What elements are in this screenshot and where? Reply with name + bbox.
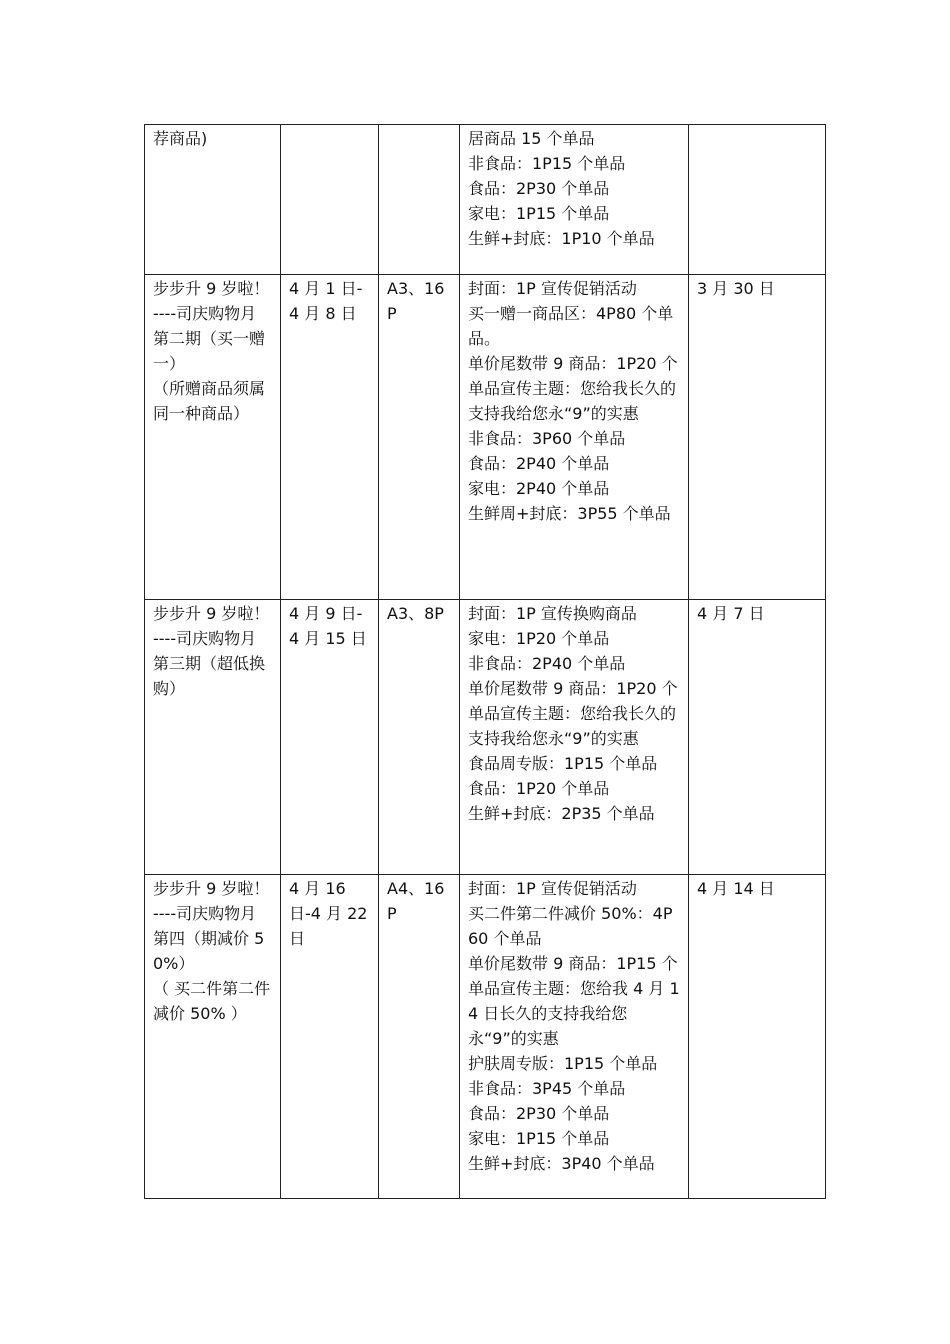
activity-name-cell: [145, 125, 281, 275]
cell-text: 单价尾数带 9 商品：1P15 个单品宣传主题：您给我 4 月 14 日长久的支持我给您永“9”的实惠: [468, 954, 680, 1048]
promotion-schedule-table: [144, 124, 826, 1199]
cell-text: 食品：2P30 个单品: [468, 179, 610, 198]
cell-text: 3 月 30 日: [697, 279, 775, 298]
cell-text: 非食品：3P45 个单品: [468, 1079, 626, 1098]
deadline-cell: [689, 125, 826, 275]
cell-text: A3、16P: [387, 279, 445, 323]
deadline-cell: [689, 875, 826, 1199]
content-cell: [460, 600, 689, 875]
date-range-cell: [281, 600, 379, 875]
content-cell: [460, 125, 689, 275]
cell-text: 非食品：3P60 个单品: [468, 429, 626, 448]
date-range-cell: [281, 875, 379, 1199]
cell-text: 食品周专版：1P15 个单品: [468, 754, 658, 773]
cell-text: 生鲜+封底：2P35 个单品: [468, 804, 655, 823]
deadline-cell: [689, 600, 826, 875]
format-cell: [379, 275, 460, 600]
cell-text: 封面：1P 宣传换购商品: [468, 604, 637, 623]
cell-text: 4 月 9 日-4 月 15 日: [289, 604, 367, 648]
cell-text: 家电：1P20 个单品: [468, 629, 610, 648]
date-range-cell: [281, 125, 379, 275]
cell-text: 第三期（超低换购）: [153, 654, 266, 698]
cell-text: A4、16P: [387, 879, 445, 923]
activity-name-cell: [145, 600, 281, 875]
cell-text: 家电：1P15 个单品: [468, 1129, 610, 1148]
cell-text: 步步升 9 岁啦！----司庆购物月: [153, 604, 270, 648]
activity-name-cell: [145, 275, 281, 600]
cell-text: 封面：1P 宣传促销活动: [468, 879, 637, 898]
cell-text: 4 月 7 日: [697, 604, 765, 623]
cell-text: 第二期（买一赠一）: [153, 329, 266, 373]
cell-text: 单价尾数带 9 商品：1P20 个单品宣传主题：您给我长久的支持我给您永“9”的实惠: [468, 679, 678, 748]
cell-text: （ 买二件第二件减价 50% ）: [153, 979, 271, 1023]
cell-text: 4 月 16 日-4 月 22 日: [289, 879, 368, 948]
cell-text: （所赠商品须属同一种商品）: [153, 379, 266, 423]
content-cell: [460, 875, 689, 1199]
cell-text: 食品：2P40 个单品: [468, 454, 610, 473]
cell-text: 买二件第二件减价 50%：4P60 个单品: [468, 904, 673, 948]
cell-text: 封面：1P 宣传促销活动: [468, 279, 637, 298]
cell-text: 生鲜周+封底：3P55 个单品: [468, 504, 671, 523]
format-cell: [379, 125, 460, 275]
cell-text: 家电：1P15 个单品: [468, 204, 610, 223]
cell-text: 居商品 15 个单品: [468, 129, 595, 148]
cell-text: 生鲜+封底：1P10 个单品: [468, 229, 655, 248]
table-row: [145, 600, 826, 875]
cell-text: 非食品：2P40 个单品: [468, 654, 626, 673]
cell-text: 第四（期减价 50%）: [153, 929, 265, 973]
cell-text: 买一赠一商品区：4P80 个单品。: [468, 304, 674, 348]
cell-text: 4 月 14 日: [697, 879, 775, 898]
table-row: [145, 275, 826, 600]
cell-text: 家电：2P40 个单品: [468, 479, 610, 498]
cell-text: 食品：1P20 个单品: [468, 779, 610, 798]
cell-text: 食品：2P30 个单品: [468, 1104, 610, 1123]
cell-text: 荐商品): [153, 129, 208, 148]
cell-text: A3、8P: [387, 604, 444, 623]
cell-text: 非食品：1P15 个单品: [468, 154, 626, 173]
table-row: [145, 875, 826, 1199]
format-cell: [379, 875, 460, 1199]
cell-text: 4 月 1 日-4 月 8 日: [289, 279, 363, 323]
cell-text: 步步升 9 岁啦！----司庆购物月: [153, 879, 270, 923]
date-range-cell: [281, 275, 379, 600]
cell-text: 单价尾数带 9 商品：1P20 个单品宣传主题：您给我长久的支持我给您永“9”的实惠: [468, 354, 678, 423]
cell-text: 步步升 9 岁啦！----司庆购物月: [153, 279, 270, 323]
cell-text: 生鲜+封底：3P40 个单品: [468, 1154, 655, 1173]
content-cell: [460, 275, 689, 600]
cell-text: 护肤周专版：1P15 个单品: [468, 1054, 658, 1073]
table-row: [145, 125, 826, 275]
deadline-cell: [689, 275, 826, 600]
activity-name-cell: [145, 875, 281, 1199]
format-cell: [379, 600, 460, 875]
